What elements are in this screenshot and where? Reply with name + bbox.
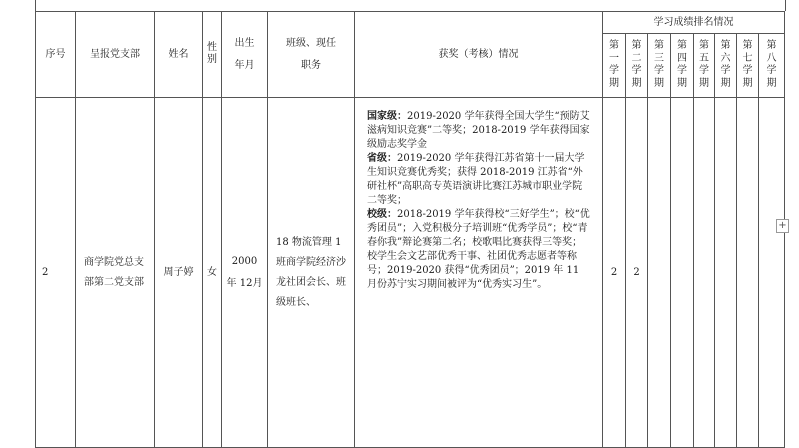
term-8-text: 第八学期 — [766, 40, 777, 89]
term-4-text: 第四学期 — [677, 40, 687, 89]
header-term-3 — [648, 34, 671, 98]
header-term-2 — [626, 34, 648, 98]
cell-branch — [76, 98, 155, 448]
cell-gender: 女 — [203, 98, 222, 448]
header-position — [268, 12, 355, 98]
header-position-text: 班级、现任职务 — [286, 37, 336, 71]
cell-term-1: 2 — [603, 98, 626, 448]
cell-birth-text: 2000 年 12月 — [226, 255, 263, 289]
term-2-text: 第二学期 — [631, 40, 642, 89]
awards-provincial-label: 省级： — [367, 153, 397, 164]
table-row — [36, 98, 785, 448]
header-awards: 获奖（考核）情况 — [355, 12, 603, 98]
cell-term-2: 2 — [626, 98, 648, 448]
header-term-4 — [671, 34, 694, 98]
awards-national-label: 国家级： — [367, 111, 407, 122]
awards-national-text: 2019-2020 学年获得全国大学生“预防艾滋病知识竞赛”二等奖；2018-2019 学年获得国家级励志奖学金 — [367, 111, 590, 150]
header-term-7 — [737, 34, 759, 98]
cell-branch-text: 商学院党总支部第二党支部 — [84, 256, 144, 288]
cell-term-8 — [759, 98, 785, 448]
header-gender-text: 性别 — [207, 41, 217, 66]
term-7-text: 第七学期 — [742, 40, 753, 89]
expand-row-button[interactable]: + — [776, 219, 789, 233]
header-birth — [222, 12, 268, 98]
header-name: 姓名 — [155, 12, 203, 98]
cell-term-5 — [694, 98, 715, 448]
header-gender — [203, 12, 222, 98]
cell-term-4 — [671, 98, 694, 448]
cell-term-3 — [648, 98, 671, 448]
cell-position — [268, 98, 355, 448]
table-top-edge — [35, 0, 786, 11]
cell-name: 周子婷 — [155, 98, 203, 448]
header-term-5 — [694, 34, 715, 98]
term-5-text: 第五学期 — [699, 40, 709, 89]
term-1-text: 第一学期 — [609, 40, 619, 89]
cell-birth — [222, 98, 268, 448]
awards-school-label: 校级： — [367, 209, 397, 220]
header-seq: 序号 — [36, 12, 76, 98]
cell-position-text: 18 物流管理 1 班商学院经济沙龙社团会长、班级班长、 — [276, 236, 346, 308]
candidate-table — [35, 11, 785, 448]
cell-term-7 — [737, 98, 759, 448]
awards-provincial-text: 2019-2020 学年获得江苏省第十一届大学生知识竞赛优秀奖；获得 2018-2019 江苏省“外研社杯”高职高专英语演讲比赛江苏城市职业学院二等奖； — [367, 153, 585, 206]
cell-awards — [355, 98, 603, 448]
header-birth-text: 出生年月 — [234, 37, 255, 71]
awards-school-text: 2018-2019 学年获得校“三好学生”；校“优秀团员”；入党积极分子培训班“优秀学员”；校“青春你我”辩论赛第二名；校歌唱比赛获得三等奖；校学生会文艺部优秀干事、社团优秀志愿者等称号；2019-2020 获得“优秀团员”；2019 年 11 月份苏宁实习期间被评为“优秀实习生”。 — [367, 209, 590, 290]
header-term-8 — [759, 34, 785, 98]
term-6-text: 第六学期 — [720, 40, 731, 89]
header-term-1 — [603, 34, 626, 98]
cell-seq: 2 — [36, 98, 76, 448]
term-3-text: 第三学期 — [654, 40, 664, 89]
header-branch: 呈报党支部 — [76, 12, 155, 98]
cell-term-6 — [715, 98, 737, 448]
header-term-6 — [715, 34, 737, 98]
header-ranking: 学习成绩排名情况 — [603, 12, 785, 34]
